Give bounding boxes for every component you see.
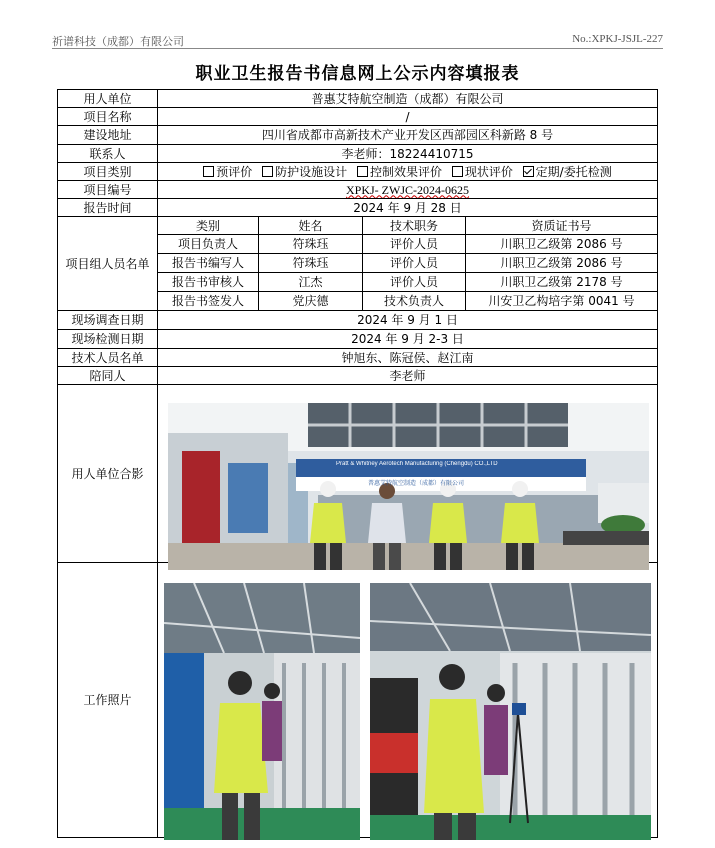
page-title: 职业卫生报告书信息网上公示内容填报表 bbox=[195, 64, 520, 84]
checkbox-icon bbox=[203, 166, 214, 177]
row-employer bbox=[58, 90, 658, 108]
category-option-protection-design[interactable]: 防护设施设计 bbox=[262, 165, 347, 179]
employer-label: 用人单位 bbox=[58, 90, 158, 108]
project-number-label: 项目编号 bbox=[58, 181, 158, 199]
project-name-label: 项目名称 bbox=[58, 108, 158, 126]
team-header-row bbox=[58, 217, 658, 235]
team-header-name: 姓名 bbox=[259, 217, 363, 235]
header-company: 祈谱科技（成都）有限公司 bbox=[52, 35, 184, 48]
row-project-name bbox=[58, 108, 658, 126]
team-cert: 川职卫乙级第 2086 号 bbox=[466, 235, 658, 254]
category-option-status-eval[interactable]: 现状评价 bbox=[452, 165, 513, 179]
team-cert: 川职卫乙级第 2086 号 bbox=[466, 254, 658, 273]
header-doc-number: No.:XPKJ-JSJL-227 bbox=[572, 33, 663, 45]
team-header-category: 类别 bbox=[158, 217, 259, 235]
address-value: 四川省成都市高新技术产业开发区西部园区科新路 8 号 bbox=[158, 126, 658, 145]
row-project-number bbox=[58, 181, 658, 199]
checkbox-icon bbox=[262, 166, 273, 177]
checkbox-icon bbox=[452, 166, 463, 177]
category-option-control-eval[interactable]: 控制效果评价 bbox=[357, 165, 442, 179]
team-name: 江杰 bbox=[259, 273, 363, 292]
address-label: 建设地址 bbox=[58, 126, 158, 145]
test-date-label: 现场检测日期 bbox=[58, 330, 158, 349]
banner-chinese: 普惠艾特航空制造（成都）有限公司 bbox=[368, 480, 465, 487]
project-name-value: / bbox=[158, 108, 658, 126]
team-name: 符珠珏 bbox=[259, 235, 363, 254]
tech-staff-label: 技术人员名单 bbox=[58, 349, 158, 367]
checkbox-icon bbox=[357, 166, 368, 177]
group-photo bbox=[168, 403, 649, 570]
team-role: 报告书审核人 bbox=[158, 273, 259, 292]
report-time-label: 报告时间 bbox=[58, 199, 158, 217]
category-options bbox=[158, 163, 658, 181]
team-label: 项目组人员名单 bbox=[58, 217, 158, 311]
team-name: 党庆德 bbox=[259, 292, 363, 311]
team-cert: 川安卫乙构培字第 0041 号 bbox=[466, 292, 658, 311]
header-divider bbox=[52, 48, 663, 49]
row-category bbox=[58, 163, 658, 181]
category-option-periodic-test[interactable]: 定期/委托检测 bbox=[523, 165, 612, 179]
survey-date-label: 现场调查日期 bbox=[58, 311, 158, 330]
group-photo-label: 用人单位合影 bbox=[58, 385, 158, 563]
row-test-date bbox=[58, 330, 658, 349]
contact-label: 联系人 bbox=[58, 145, 158, 163]
team-header-title: 技术职务 bbox=[363, 217, 466, 235]
companion-label: 陪同人 bbox=[58, 367, 158, 385]
team-cert: 川职卫乙级第 2178 号 bbox=[466, 273, 658, 292]
row-address bbox=[58, 126, 658, 145]
work-photo-1-illustration bbox=[164, 583, 360, 840]
category-option-pre-eval[interactable]: 预评价 bbox=[203, 165, 252, 179]
work-photo-2-illustration bbox=[370, 583, 651, 840]
row-report-time bbox=[58, 199, 658, 217]
team-role: 报告书编写人 bbox=[158, 254, 259, 273]
team-position: 技术负责人 bbox=[363, 292, 466, 311]
team-position: 评价人员 bbox=[363, 273, 466, 292]
row-tech-staff bbox=[58, 349, 658, 367]
work-photo-1 bbox=[164, 583, 360, 840]
test-date-value: 2024 年 9 月 2-3 日 bbox=[158, 330, 658, 349]
row-survey-date bbox=[58, 311, 658, 330]
banner-english: Pratt & Whitney Aerotech Manufacturing (Chengdu) CO.,LTD bbox=[336, 461, 498, 467]
team-position: 评价人员 bbox=[363, 235, 466, 254]
work-photo-label: 工作照片 bbox=[58, 563, 158, 838]
companion-value: 李老师 bbox=[158, 367, 658, 385]
team-name: 符珠珏 bbox=[259, 254, 363, 273]
work-photo-2 bbox=[370, 583, 651, 840]
row-companion bbox=[58, 367, 658, 385]
survey-date-value: 2024 年 9 月 1 日 bbox=[158, 311, 658, 330]
team-position: 评价人员 bbox=[363, 254, 466, 273]
contact-value: 李老师：18224410715 bbox=[158, 145, 658, 163]
category-label: 项目类别 bbox=[58, 163, 158, 181]
checked-checkbox-icon bbox=[523, 166, 534, 177]
tech-staff-value: 钟旭东、陈冠侯、赵江南 bbox=[158, 349, 658, 367]
project-number-value: XPKJ- ZWJC-2024-0625 bbox=[346, 182, 469, 197]
team-role: 报告书签发人 bbox=[158, 292, 259, 311]
team-role: 项目负责人 bbox=[158, 235, 259, 254]
report-time-value: 2024 年 9 月 28 日 bbox=[158, 199, 658, 217]
team-header-cert: 资质证书号 bbox=[466, 217, 658, 235]
employer-value: 普惠艾特航空制造（成都）有限公司 bbox=[158, 90, 658, 108]
row-contact bbox=[58, 145, 658, 163]
